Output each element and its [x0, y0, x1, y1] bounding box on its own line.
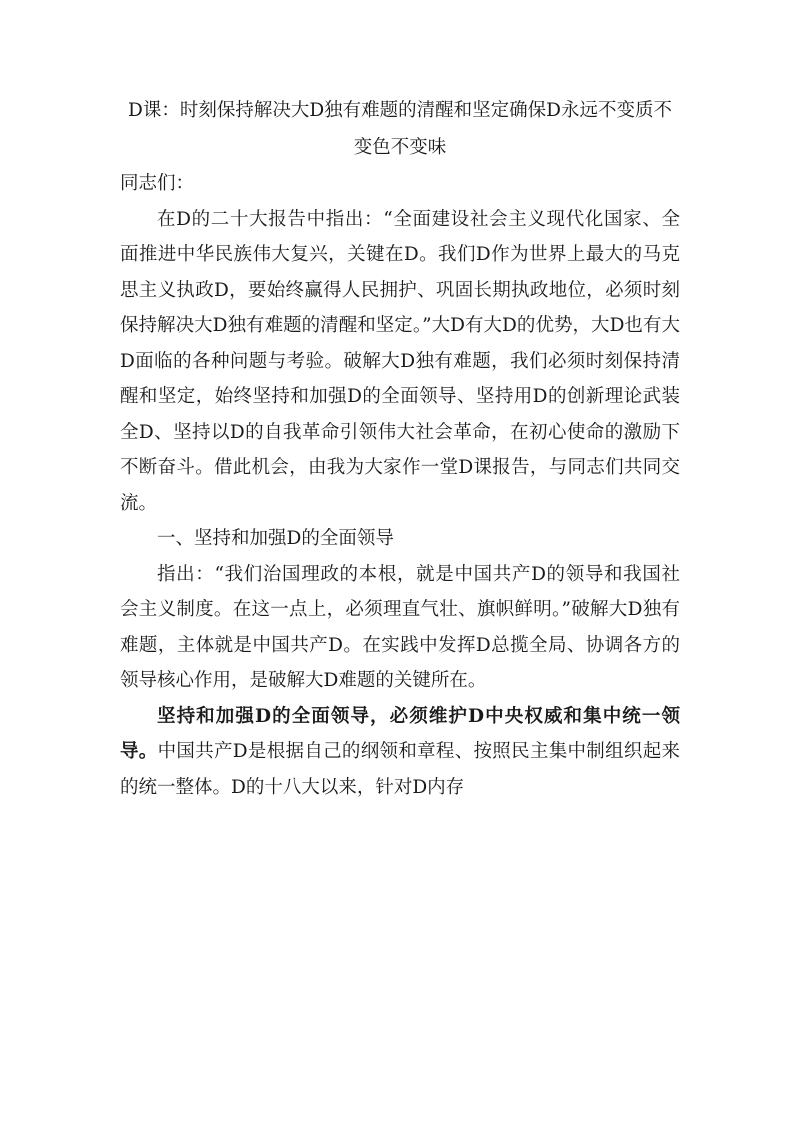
document-page [120, 92, 680, 805]
section-1-paragraph-1: 指出：“我们治国理政的本根，就是中国共产D的领导和我国社会主义制度。在这一点上，必须理直气壮、旗帜鲜明。”破解大D独有难题，主体就是中国共产D。在实践中发挥D总揽全局、协调各方的领导核心作用，是破解大D难题的关键所在。 [120, 563, 680, 691]
document-title: D课：时刻保持解决大D独有难题的清醒和坚定确保D永远不变质不变色不变味 [128, 100, 672, 158]
section-1-paragraph-2-body: 中国共产D是根据自己的纲领和章程、按照民主集中制组织起来的统一整体。D的十八大以来，针对D内存 [120, 741, 680, 798]
section-1-paragraph-2 [120, 699, 680, 806]
section-heading-1: 一、坚持和加强D的全面领导 [157, 528, 394, 549]
salutation: 同志们： [120, 173, 195, 194]
section-1-paragraph-2-lead: 坚持和加强D的全面领导，必须维护D中央权威和集中统一领导。 [120, 705, 680, 762]
intro-paragraph: 在D的二十大报告中指出：“全面建设社会主义现代化国家、全面推进中华民族伟大复兴，关键在D。我们D作为世界上最大的马克思主义执政D，要始终赢得人民拥护、巩固长期执政地位，必须时刻保持解决大D独有难题的清醒和坚定。”大D有大D的优势，大D也有大D面临的各种问题与考验。破解大D独有难题，我们必须时刻保持清醒和坚定，始终坚持和加强D的全面领导、坚持用D的创新理论武装全D、坚持以D的自我革命引领伟大社会革命，在初心使命的激励下不断奋斗。借此机会，由我为大家作一堂D课报告，与同志们共同交流。 [120, 208, 680, 514]
